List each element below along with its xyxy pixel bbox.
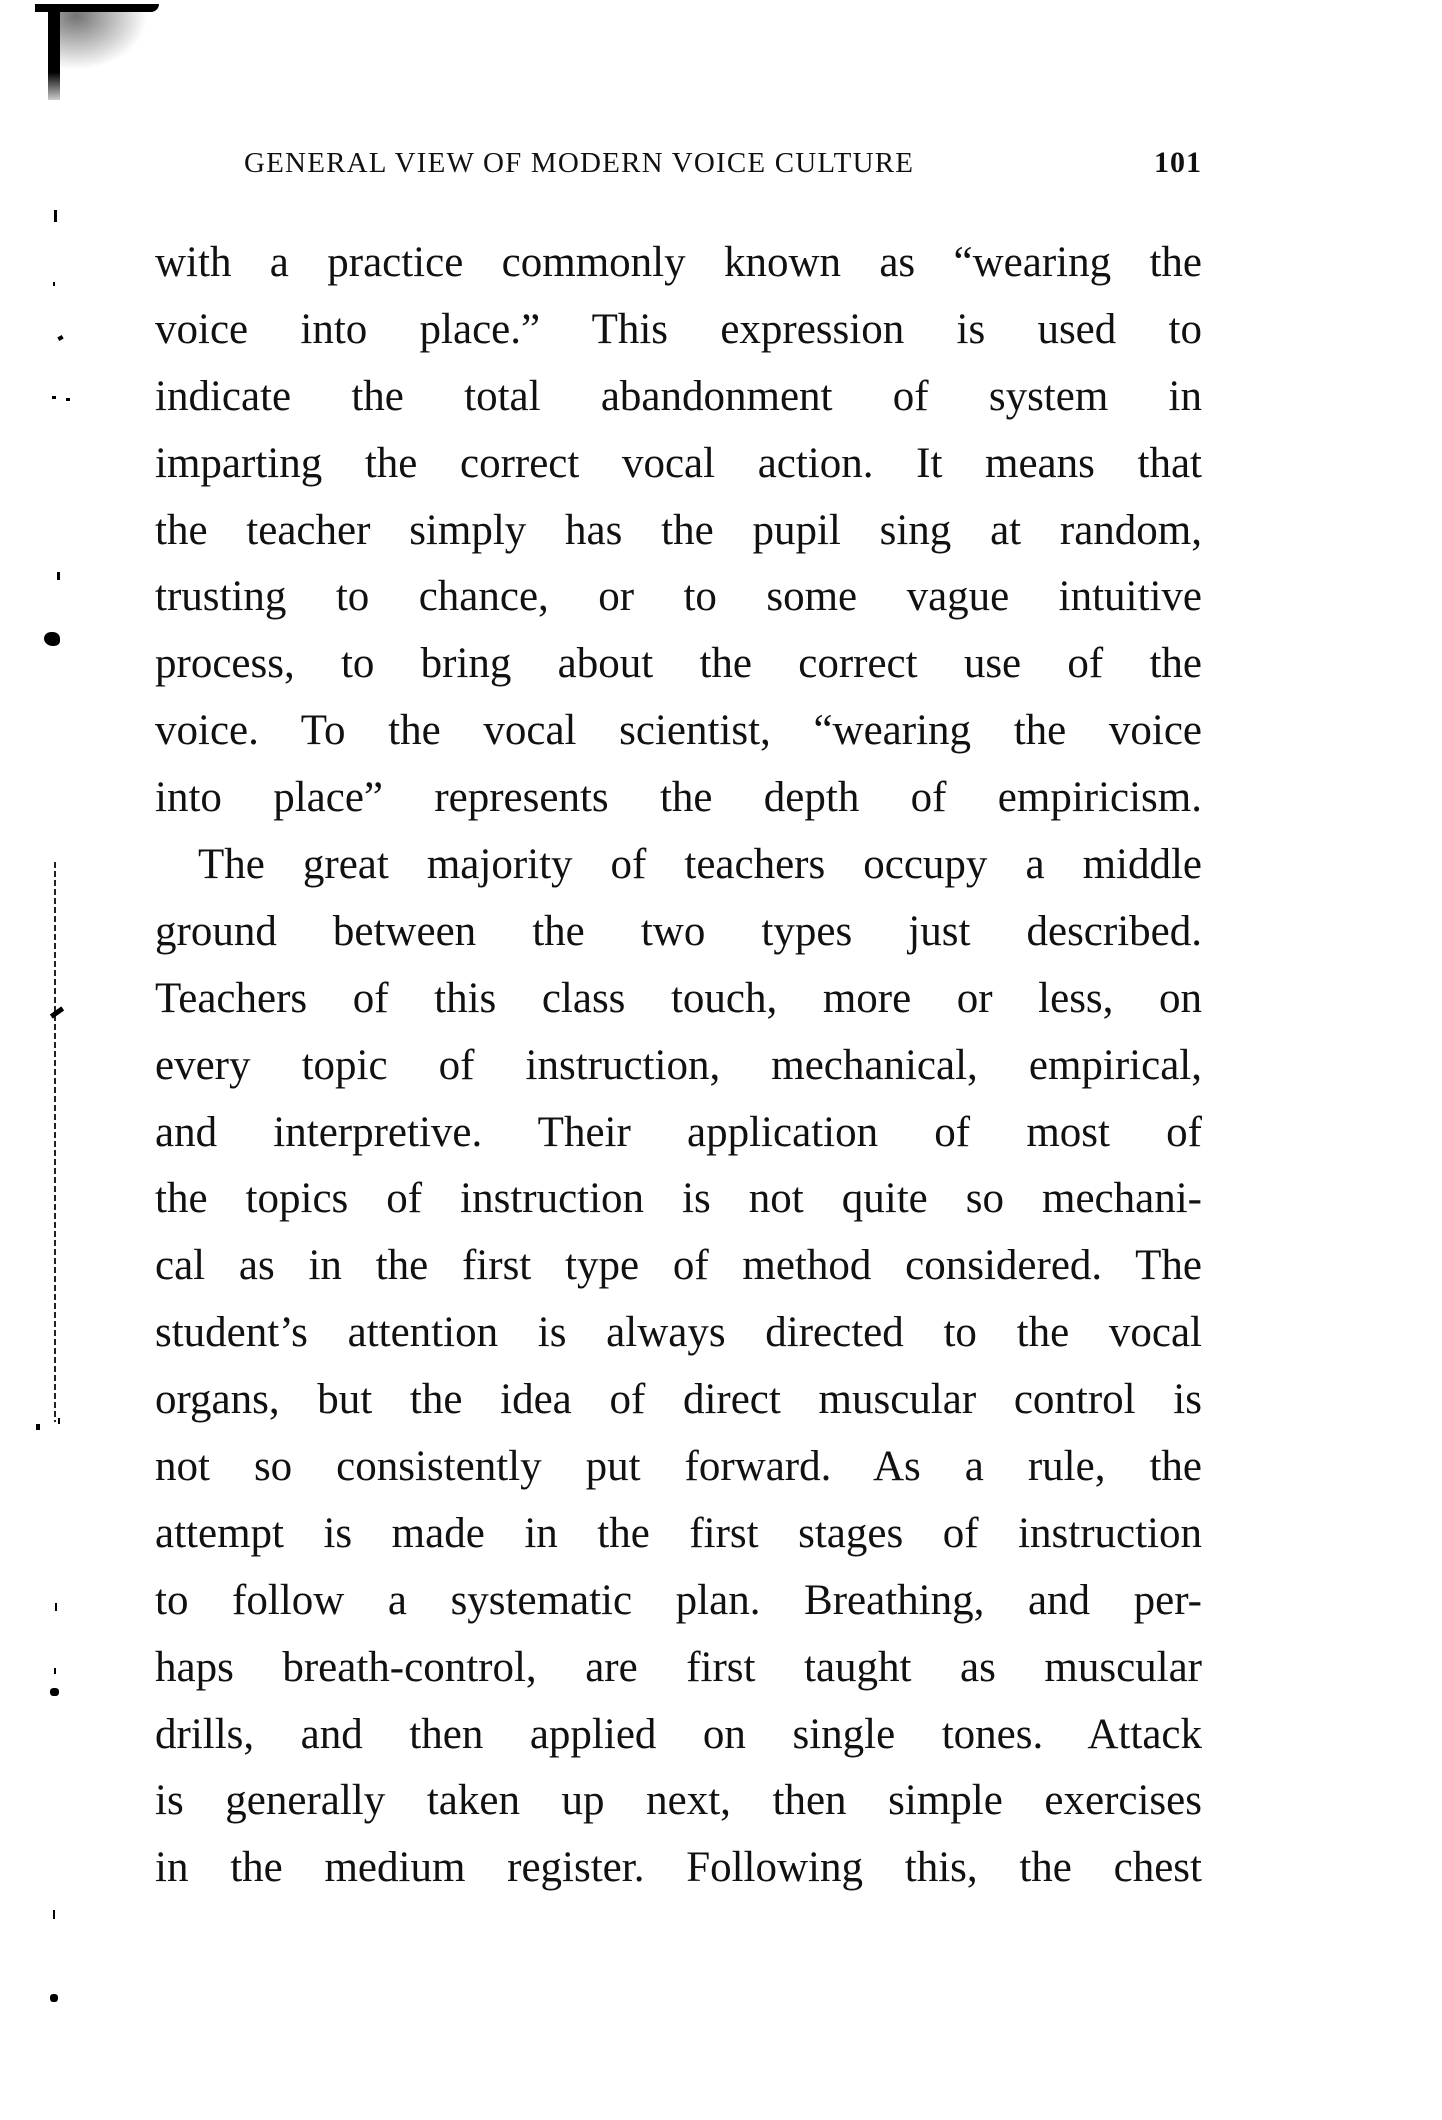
text-line-content: into place” represents the depth of empiricism. — [155, 774, 1202, 822]
margin-speck — [58, 1418, 60, 1424]
text-line — [155, 1635, 1202, 1702]
text-line-content: Teachers of this class touch, more or less, on — [155, 974, 1202, 1022]
text-line-content: student’s attention is always directed to the vocal — [155, 1309, 1202, 1357]
text-line — [155, 765, 1202, 832]
text-line-content: imparting the correct vocal action. It means that — [155, 439, 1202, 487]
margin-speck — [36, 1424, 40, 1430]
text-line-content: process, to bring about the correct use of the — [155, 640, 1202, 688]
text-line — [155, 1033, 1202, 1100]
margin-speck — [55, 1603, 57, 1611]
margin-blot — [44, 632, 60, 646]
text-line-content: drills, and then applied on single tones. Attack — [155, 1710, 1202, 1758]
text-line — [155, 564, 1202, 631]
text-line-content: trusting to chance, or to some vague intuitive — [155, 573, 1202, 621]
margin-speck — [54, 210, 57, 222]
text-line — [155, 698, 1202, 765]
text-line — [155, 1835, 1202, 1902]
text-line — [155, 832, 1202, 899]
text-line-content: cal as in the first type of method considered. The — [155, 1242, 1202, 1290]
margin-blot — [50, 1688, 59, 1696]
margin-speck — [57, 572, 60, 580]
running-head — [244, 146, 1202, 186]
text-line-content: the teacher simply has the pupil sing at random, — [155, 506, 1202, 554]
text-line-content: every topic of instruction, mechanical, empirical, — [155, 1041, 1202, 1089]
text-line-content: voice. To the vocal scientist, “wearing the voice — [155, 707, 1202, 755]
text-line — [155, 498, 1202, 565]
text-line-content: The great majority of teachers occupy a middle — [198, 841, 1202, 889]
scan-artifact-speckle — [58, 10, 148, 70]
text-line — [155, 1768, 1202, 1835]
text-line — [155, 631, 1202, 698]
text-line-content: in the medium register. Following this, the chest — [155, 1844, 1202, 1892]
text-line — [155, 1100, 1202, 1167]
text-line-content: to follow a systematic plan. Breathing, and per- — [155, 1576, 1202, 1624]
text-line-content: voice into place.” This expression is used to — [155, 305, 1202, 353]
text-line-content: and interpretive. Their application of most of — [155, 1108, 1202, 1156]
text-line — [155, 1702, 1202, 1769]
running-head-title: GENERAL VIEW OF MODERN VOICE CULTURE — [244, 147, 915, 179]
page-number: 101 — [1154, 146, 1202, 179]
text-line — [155, 966, 1202, 1033]
margin-speck — [52, 396, 56, 399]
text-line — [155, 1367, 1202, 1434]
text-line — [155, 297, 1202, 364]
text-line-content: the topics of instruction is not quite so mechani- — [155, 1175, 1202, 1223]
text-line — [155, 1568, 1202, 1635]
text-line-content: is generally taken up next, then simple exercises — [155, 1777, 1202, 1825]
margin-speck — [54, 1668, 56, 1674]
text-line — [155, 1300, 1202, 1367]
text-line — [155, 1233, 1202, 1300]
text-line — [155, 1166, 1202, 1233]
body-text — [155, 230, 1202, 1902]
text-line-content: ground between the two types just described. — [155, 907, 1202, 955]
margin-pencil-line — [54, 862, 56, 1422]
text-line-content: with a practice commonly known as “wearing the — [155, 239, 1202, 286]
margin-speck — [53, 1910, 55, 1919]
margin-speck — [57, 335, 63, 341]
text-line-content: indicate the total abandonment of system in — [155, 372, 1202, 420]
text-line — [155, 431, 1202, 498]
text-line — [155, 1501, 1202, 1568]
margin-speck — [66, 398, 70, 401]
text-line — [155, 899, 1202, 966]
text-line — [155, 364, 1202, 431]
margin-blot — [50, 1994, 58, 2002]
text-line-content: organs, but the idea of direct muscular control is — [155, 1376, 1202, 1424]
margin-speck — [53, 282, 55, 286]
text-line-content: not so consistently put forward. As a rule, the — [155, 1443, 1202, 1491]
text-line — [155, 1434, 1202, 1501]
text-line — [155, 230, 1202, 297]
text-line-content: haps breath-control, are first taught as muscular — [155, 1643, 1202, 1691]
text-line-content: attempt is made in the first stages of instruction — [155, 1509, 1202, 1557]
margin-bracket-hook — [50, 1006, 64, 1018]
